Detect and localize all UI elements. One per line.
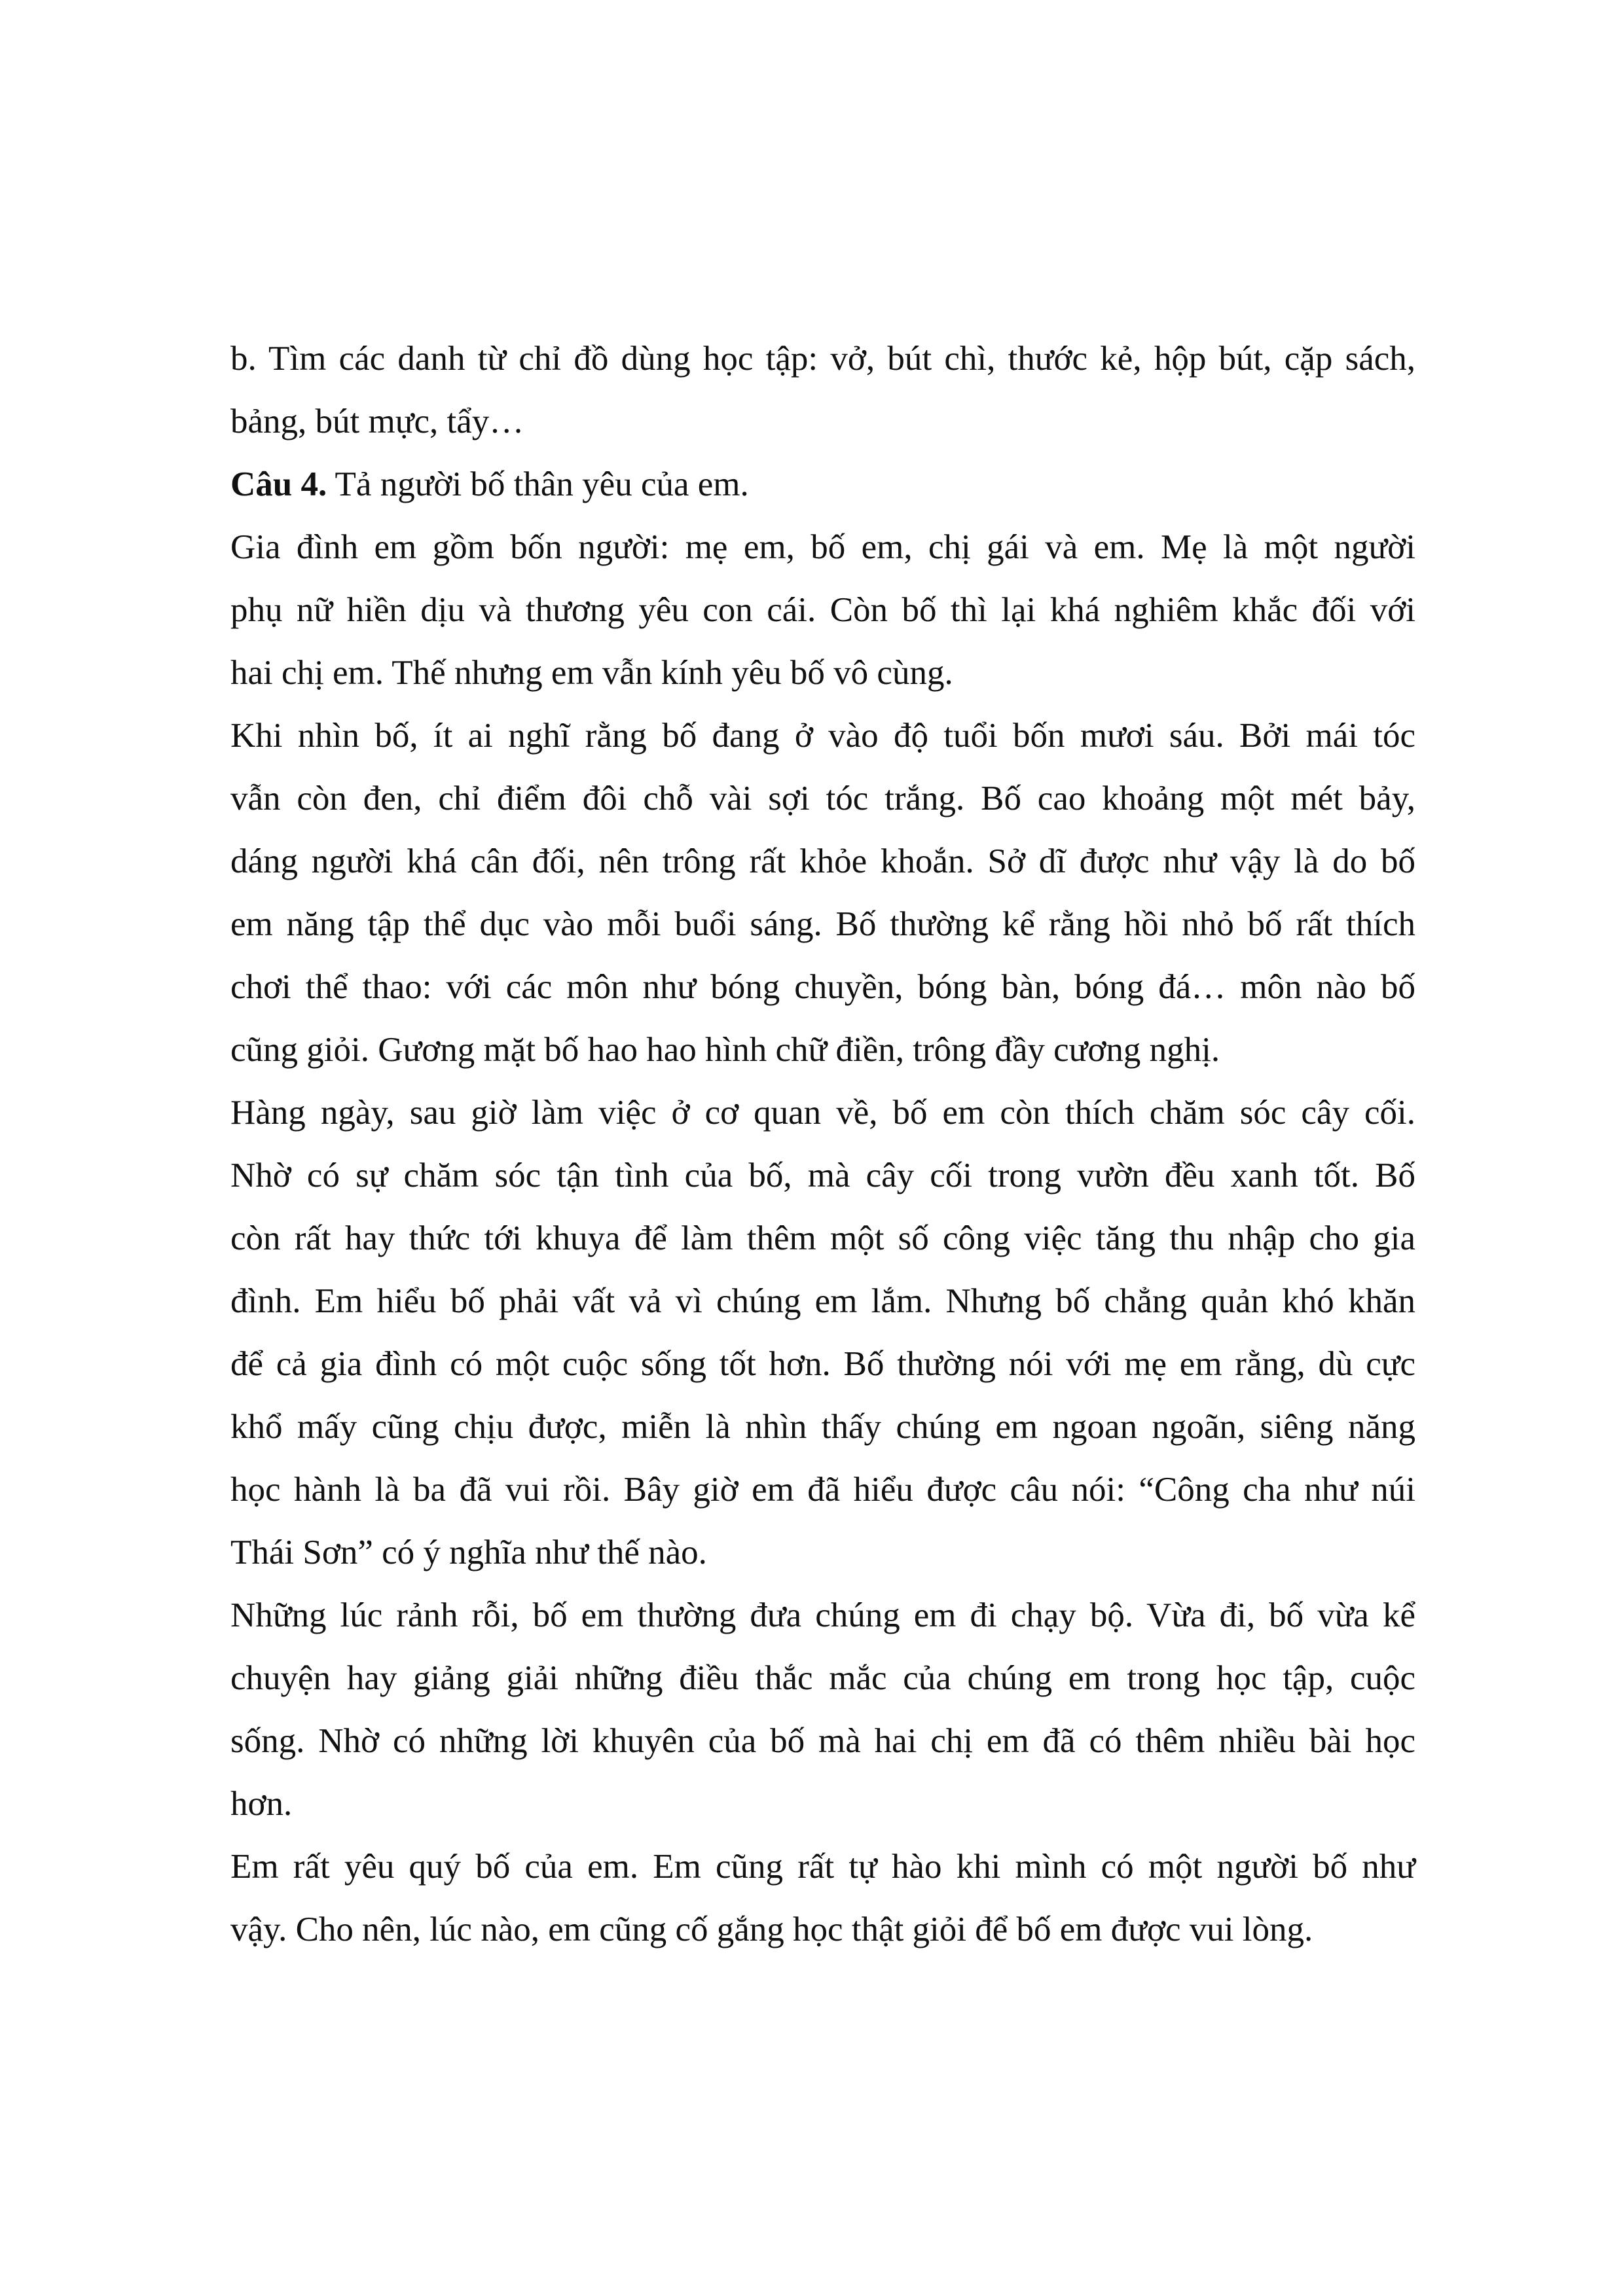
text-line: đình. Em hiểu bố phải vất vả vì chúng em lắm. Nhưng bố chẳng quản khó khăn — [230, 1282, 1415, 1320]
text-line: vẫn còn đen, chỉ điểm đôi chỗ vài sợi tóc trắng. Bố cao khoảng một mét bảy, — [230, 780, 1415, 817]
text-line: phụ nữ hiền dịu và thương yêu con cái. Còn bố thì lại khá nghiêm khắc đối với — [230, 591, 1415, 629]
text-line: để cả gia đình có một cuộc sống tốt hơn. Bố thường nói với mẹ em rằng, dù cực — [230, 1345, 1415, 1383]
text-line: em năng tập thể dục vào mỗi buổi sáng. Bố thường kể rằng hồi nhỏ bố rất thích — [230, 905, 1415, 943]
text-line: chơi thể thao: với các môn như bóng chuyền, bóng bàn, bóng đá… môn nào bố — [230, 968, 1415, 1006]
text-line: Hàng ngày, sau giờ làm việc ở cơ quan về, bố em còn thích chăm sóc cây cối. — [230, 1094, 1415, 1132]
text-line: Khi nhìn bố, ít ai nghĩ rằng bố đang ở vào độ tuổi bốn mươi sáu. Bởi mái tóc — [230, 717, 1415, 755]
text-line: chuyện hay giảng giải những điều thắc mắc của chúng em trong học tập, cuộc — [230, 1659, 1415, 1697]
question-text: Tả người bố thân yêu của em. — [327, 465, 749, 503]
text-line: dáng người khá cân đối, nên trông rất khỏe khoắn. Sở dĩ được như vậy là do bố — [230, 842, 1415, 880]
text-line: hai chị em. Thế nhưng em vẫn kính yêu bố vô cùng. — [230, 654, 953, 692]
text-line: b. Tìm các danh từ chỉ đồ dùng học tập: vở, bút chì, thước kẻ, hộp bút, cặp sách, — [230, 340, 1415, 378]
document-page — [230, 327, 1415, 1961]
text-line: bảng, bút mực, tẩy… — [230, 403, 524, 440]
text-line: Nhờ có sự chăm sóc tận tình của bố, mà cây cối trong vườn đều xanh tốt. Bố — [230, 1157, 1415, 1194]
text-line: Em rất yêu quý bố của em. Em cũng rất tự hào khi mình có một người bố như — [230, 1848, 1415, 1886]
text-line: Thái Sơn” có ý nghĩa như thế nào. — [230, 1534, 707, 1571]
text-line: học hành là ba đã vui rồi. Bây giờ em đã hiểu được câu nói: “Công cha như núi — [230, 1471, 1415, 1509]
question-label: Câu 4. — [230, 465, 327, 503]
text-line: Những lúc rảnh rỗi, bố em thường đưa chúng em đi chạy bộ. Vừa đi, bố vừa kể — [230, 1596, 1415, 1634]
text-line: khổ mấy cũng chịu được, miễn là nhìn thấy chúng em ngoan ngoãn, siêng năng — [230, 1408, 1415, 1446]
text-line: vậy. Cho nên, lúc nào, em cũng cố gắng học thật giỏi để bố em được vui lòng. — [230, 1910, 1313, 1948]
question-heading-line — [230, 453, 1415, 516]
text-line: Gia đình em gồm bốn người: mẹ em, bố em, chị gái và em. Mẹ là một người — [230, 528, 1415, 566]
text-line: hơn. — [230, 1785, 293, 1823]
text-line: còn rất hay thức tới khuya để làm thêm một số công việc tăng thu nhập cho gia — [230, 1219, 1415, 1257]
text-line: sống. Nhờ có những lời khuyên của bố mà hai chị em đã có thêm nhiều bài học — [230, 1722, 1415, 1760]
text-line: cũng giỏi. Gương mặt bố hao hao hình chữ điền, trông đầy cương nghị. — [230, 1031, 1220, 1069]
